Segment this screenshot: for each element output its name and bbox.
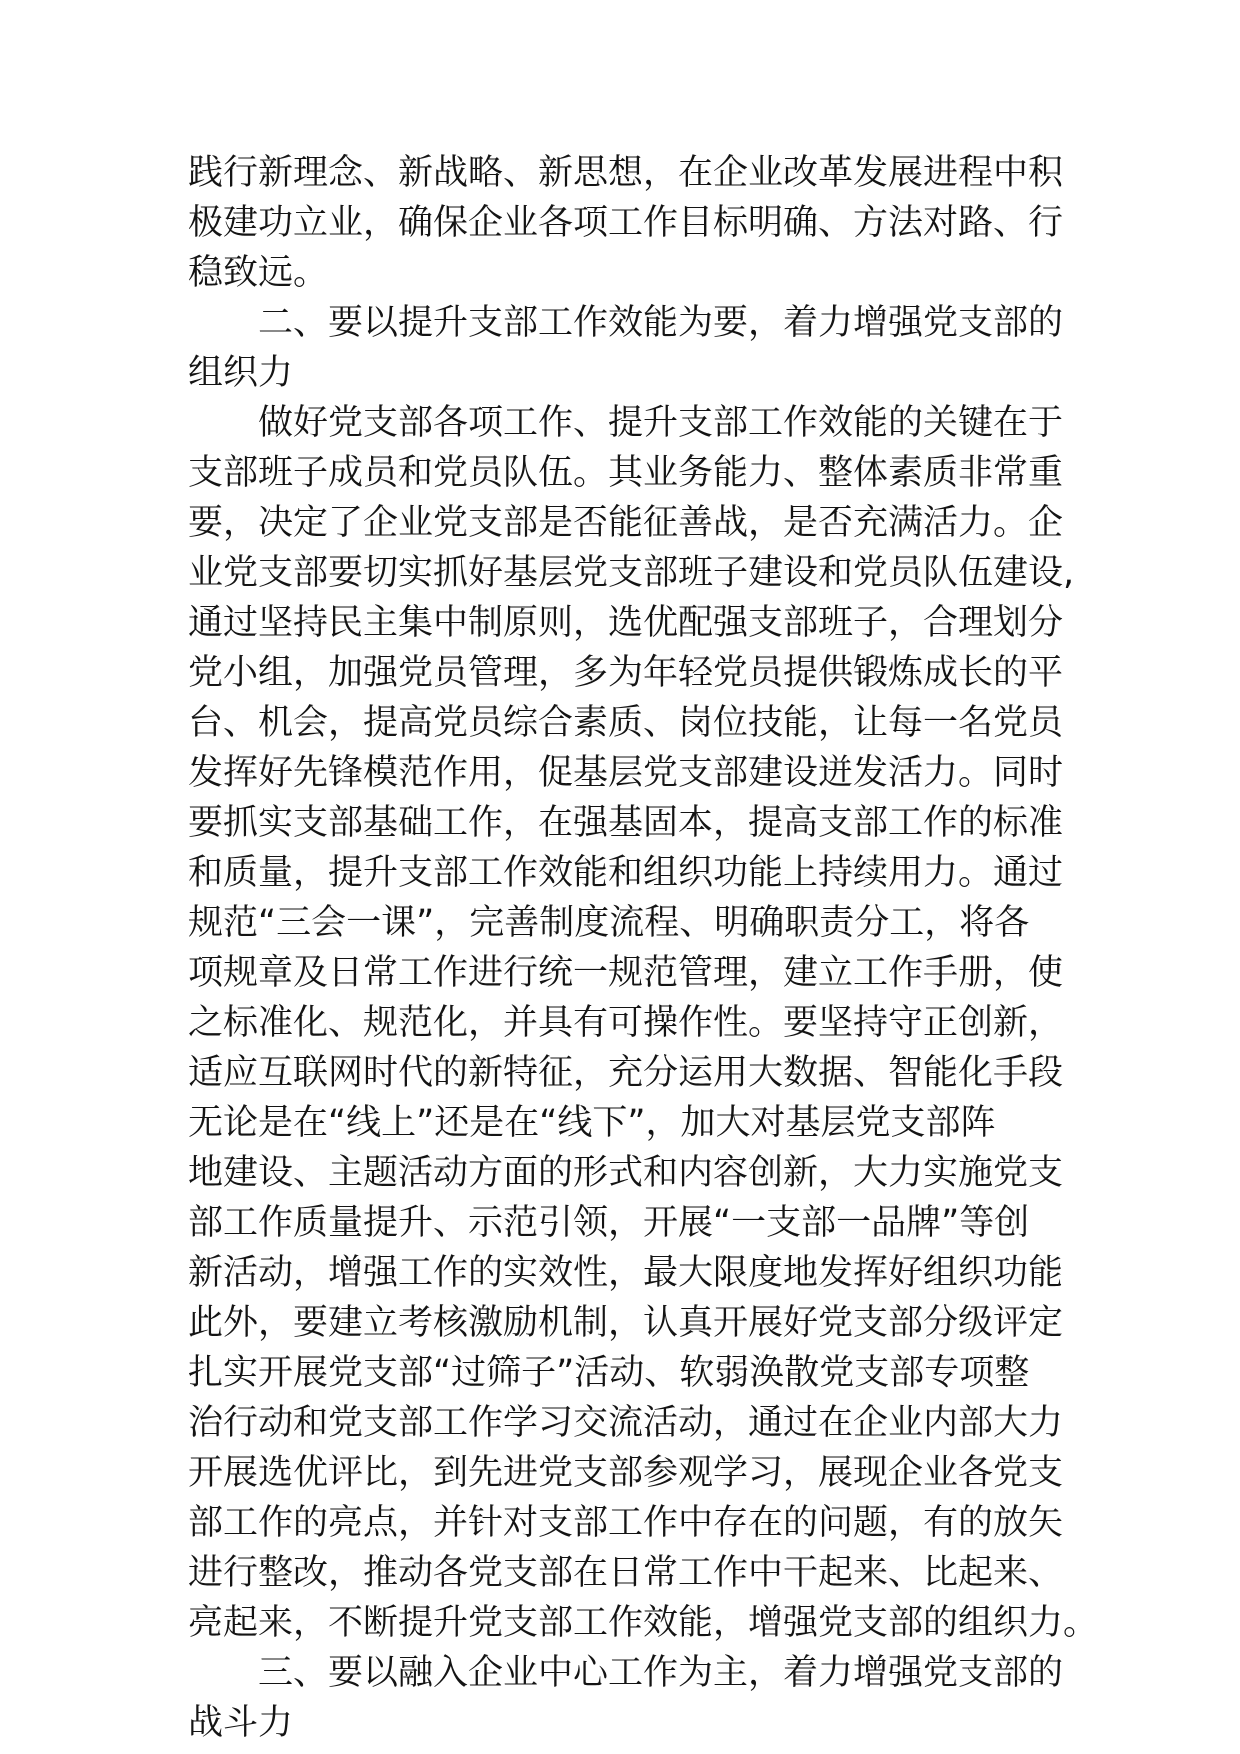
text-line: 发挥好先锋模范作用，促基层党支部建设迸发活力。同时 [188,753,1064,793]
text-line: 开展选优评比，到先进党支部参观学习，展现企业各党支 [188,1453,1064,1493]
text-line: 进行整改，推动各党支部在日常工作中干起来、比起来、 [188,1553,1064,1593]
text-line: 要抓实支部基础工作，在强基固本，提高支部工作的标准 [188,803,1064,843]
text-line: 支部班子成员和党员队伍。其业务能力、整体素质非常重 [188,453,1064,493]
text-line: 之标准化、规范化，并具有可操作性。要坚持守正创新， [188,1003,1064,1043]
text-line: 和质量，提升支部工作效能和组织功能上持续用力。通过 [188,853,1064,893]
text-line: 适应互联网时代的新特征，充分运用大数据、智能化手段 [188,1053,1064,1093]
text-line: 地建设、主题活动方面的形式和内容创新，大力实施党支 [188,1153,1064,1193]
text-line: 部工作质量提升、示范引领，开展“一支部一品牌”等创 [188,1203,1030,1243]
section-heading-line: 二、要以提升支部工作效能为要，着力增强党支部的 [258,303,1064,343]
text-line: 通过坚持民主集中制原则，选优配强支部班子，合理划分 [188,603,1064,643]
text-line: 党小组，加强党员管理，多为年轻党员提供锻炼成长的平 [188,653,1064,693]
text-line: 业党支部要切实抓好基层党支部班子建设和党员队伍建设, [188,553,1075,593]
text-line: 治行动和党支部工作学习交流活动，通过在企业内部大力 [188,1403,1064,1443]
text-line: 规范“三会一课”，完善制度流程、明确职责分工，将各 [188,903,1030,943]
text-line: 扎实开展党支部“过筛子”活动、软弱涣散党支部专项整 [188,1353,1030,1393]
text-line: 新活动，增强工作的实效性，最大限度地发挥好组织功能 [188,1253,1064,1293]
section-heading-line: 三、要以融入企业中心工作为主，着力增强党支部的 [258,1653,1064,1693]
text-line: 践行新理念、新战略、新思想，在企业改革发展进程中积 [188,153,1064,193]
text-line: 项规章及日常工作进行统一规范管理，建立工作手册，使 [188,953,1064,993]
text-line: 极建功立业，确保企业各项工作目标明确、方法对路、行 [188,203,1064,243]
section-heading-line: 组织力 [188,353,294,393]
paragraph-start-line: 做好党支部各项工作、提升支部工作效能的关键在于 [258,403,1064,443]
text-line: 要，决定了企业党支部是否能征善战，是否充满活力。企 [188,503,1064,543]
text-line: 此外，要建立考核激励机制，认真开展好党支部分级评定 [188,1303,1064,1343]
document-body [188,148,1099,1748]
text-line: 台、机会，提高党员综合素质、岗位技能，让每一名党员 [188,703,1064,743]
text-line: 稳致远。 [188,253,329,293]
text-line: 亮起来，不断提升党支部工作效能，增强党支部的组织力。 [188,1603,1099,1643]
text-line: 无论是在“线上”还是在“线下”，加大对基层党支部阵 [188,1103,996,1143]
text-line: 部工作的亮点，并针对支部工作中存在的问题，有的放矢 [188,1503,1064,1543]
section-heading-line: 战斗力 [188,1703,294,1743]
